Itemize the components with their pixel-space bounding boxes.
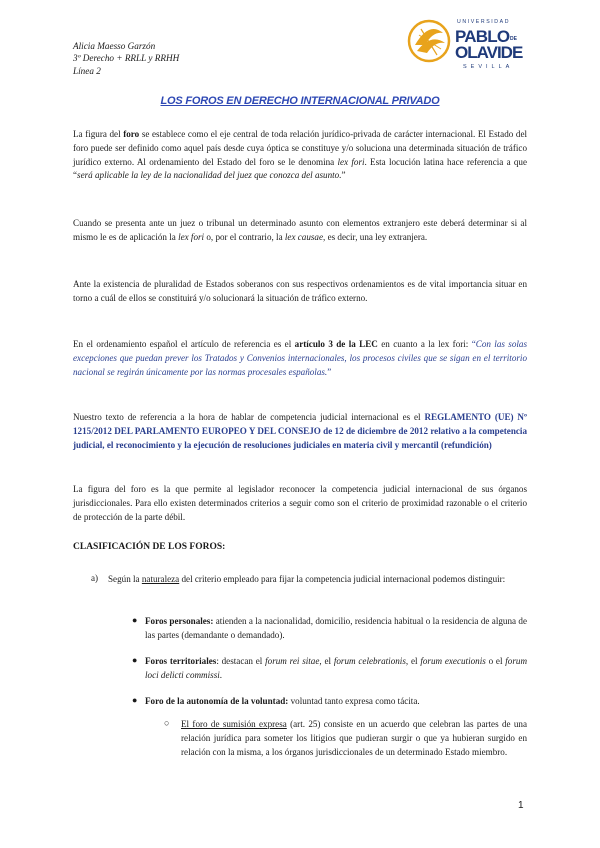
logo-city-text: SEVILLA — [463, 64, 514, 70]
text: Según la — [108, 574, 142, 584]
bold-term: Foros personales: — [145, 616, 214, 626]
italic-term: lex fori — [337, 156, 365, 167]
bullet-foros-personales — [145, 615, 527, 643]
lec-quote: Con las solas excepciones que puedan prever los Tratados y Convenios internacionales, los procesos civiles que se sigan en el territorio nacional se regirán únicamente por las normas procesales españolas. — [73, 339, 527, 377]
paragraph-reglamento — [73, 411, 527, 452]
text: . Esta locución latina hace referencia a que “ — [73, 156, 527, 181]
bold-term: artículo 3 de la LEC — [294, 339, 378, 349]
list-item-naturaleza — [108, 573, 527, 587]
logo-de-text: DE — [510, 36, 517, 42]
italic-term: forum executionis — [420, 656, 486, 666]
text: ” — [341, 170, 346, 181]
text: , es decir, una ley extranjera. — [323, 231, 428, 242]
text: o el — [485, 656, 506, 666]
logo-emblem — [409, 21, 449, 61]
text: o, por el contrario, la — [204, 231, 285, 242]
underlined-term: naturaleza — [141, 574, 180, 584]
course-name: 3º Derecho + RRLL y RRHH — [73, 53, 180, 64]
paragraph-pluralidad: Ante la existencia de pluralidad de Estados soberanos con sus respectivos ordenamientos es de vital importancia situar en torno a cuál de ellos se constituirá y/o solucionará la situación de tráfico externo. — [73, 279, 527, 303]
section-heading: CLASIFICACIÓN DE LOS FOROS: — [73, 542, 226, 552]
italic-term: forum rei sitae — [265, 656, 320, 666]
regulation-name: REGLAMENTO (UE) Nº 1215/2012 DEL PARLAMENTO EUROPEO Y DEL CONSEJO de 12 de diciembre de 2012 relativo a la competencia judicial, el reconocimiento y la ejecución de resoluciones judiciales en materia civil y mercantil (refundición) — [73, 412, 528, 450]
text: , el — [319, 656, 334, 666]
logo-main2-text: OLAVIDE — [455, 43, 523, 62]
line-number: Línea 2 — [73, 65, 101, 76]
text: en cuanto a la lex fori: — [377, 339, 472, 349]
text: . — [219, 669, 223, 680]
author-name: Alicia Maesso Garzón — [73, 41, 156, 51]
logo-main1-text: PABLO — [455, 27, 510, 46]
text: , el — [405, 656, 421, 666]
bullet-icon: ● — [132, 695, 138, 705]
page-number: 1 — [518, 800, 524, 811]
paragraph-figura-foro: La figura del foro es la que permite al legislador reconocer la competencia judicial internacional de sus órganos jurisdiccionales. Para ello existen determinados criterios a seguir como son el criterio de proximidad razonable o el criterio de protección de la parte débil. — [73, 484, 527, 522]
italic-quote: será aplicable la ley de la nacionalidad del juez que conozca del asunto. — [77, 170, 342, 181]
text: se establece como el eje central de toda relación jurídico-privada de carácter internacional. El Estado del foro puede ser definido como aquel país desde cuya óptica se constituye y/o soluciona una determinada situación de tráfico jurídico externo. Al ordenamiento del Estado del foro se le denomina — [73, 129, 528, 167]
text: atienden a la nacionalidad, domicilio, residencia habitual o la residencia de alguna de las partes (demandante o demandado). — [145, 616, 527, 640]
italic-term: lex causae — [284, 231, 324, 242]
text: En el ordenamiento español el artículo de referencia es el — [73, 339, 295, 349]
quote-mark: “ — [471, 339, 476, 349]
text: Cuando se presenta ante un juez o tribunal un determinado asunto con elementos extranjero este deberá determinar si al mismo le es de aplicación la — [73, 218, 527, 242]
bullet-autonomia-voluntad — [145, 695, 527, 709]
circle-bullet-icon: ○ — [164, 718, 170, 728]
bold-term: Foros territoriales — [145, 656, 217, 666]
text: voluntad tanto expresa como tácita. — [288, 696, 420, 706]
text: (art. 25) consiste en un acuerdo que celebran las partes de una relación jurídica para someter los litigios que pudieran surgir o que ya hubieran surgido en relación con la misma, a los órganos jurisdiccionales de un determinado Estado miembro. — [181, 719, 527, 757]
university-logo — [407, 15, 531, 75]
logo-top-text: UNIVERSIDAD — [457, 19, 511, 25]
paragraph-lex-fori — [73, 217, 527, 245]
bullet-icon: ● — [132, 615, 138, 625]
text: Nuestro texto de referencia a la hora de hablar de competencia judicial internacional es el — [73, 412, 425, 422]
text: : destacan el — [216, 656, 266, 666]
italic-term: forum celebrationis — [333, 656, 406, 666]
document-title: LOS FOROS EN DERECHO INTERNACIONAL PRIVADO — [160, 95, 440, 107]
bullet-icon: ● — [132, 655, 138, 665]
paragraph-foro — [73, 128, 527, 183]
list-marker-a: a) — [91, 573, 99, 583]
bold-term: foro — [123, 129, 140, 139]
text: del criterio empleado para fijar la competencia judicial internacional podemos distinguir: — [179, 574, 506, 584]
author-block — [73, 40, 179, 77]
bold-term: Foro de la autonomía de la voluntad: — [145, 696, 289, 706]
subitem-sumision-expresa — [181, 718, 527, 759]
italic-term: forum loci delicti commissi — [145, 656, 528, 680]
paragraph-lec — [73, 338, 527, 379]
bullet-foros-territoriales — [145, 655, 527, 683]
quote-mark: ” — [327, 366, 332, 377]
text: La figura del — [73, 129, 124, 139]
underlined-term: El foro de sumisión expresa — [181, 719, 287, 729]
italic-term: lex fori — [178, 231, 205, 242]
